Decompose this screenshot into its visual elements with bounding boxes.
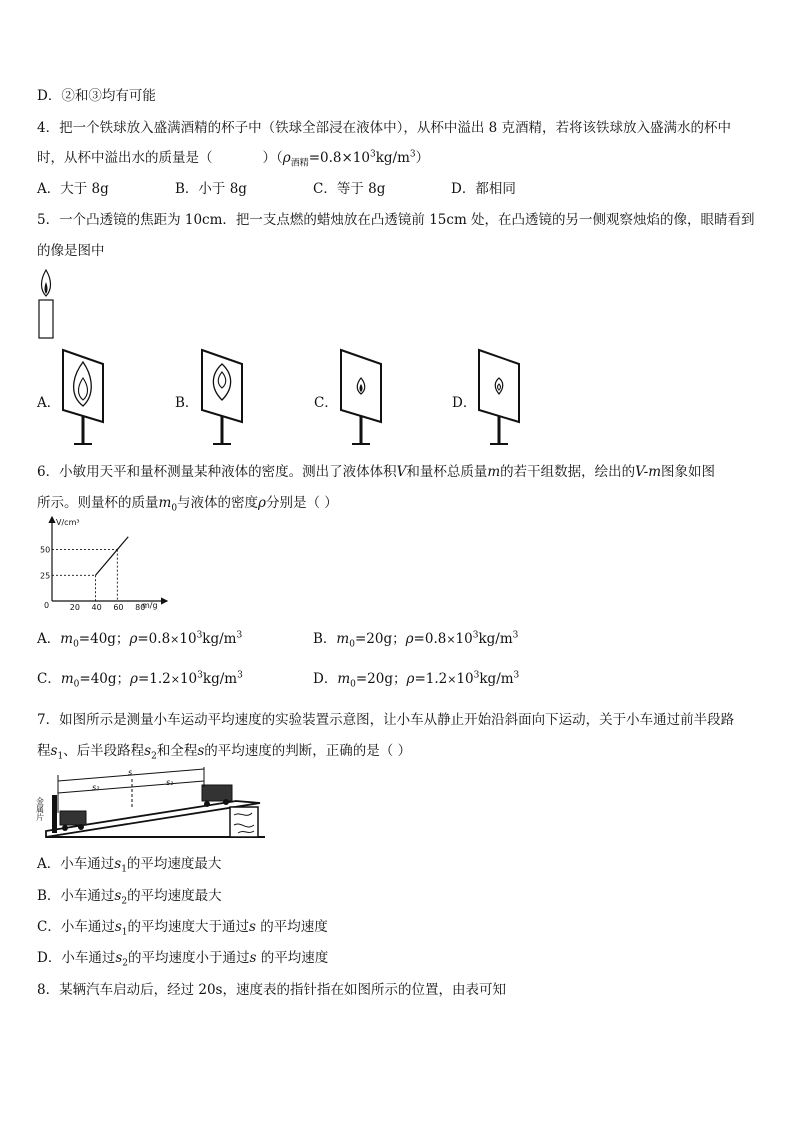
candle-figure <box>34 268 64 340</box>
x-tick-label: 40 <box>91 603 102 612</box>
q5-figure-a <box>58 350 108 446</box>
q7-stem-line2: 程$s_1$、后半段路程$s_2$和全程s的平均速度的判断，正确的是（ ） <box>37 743 412 762</box>
label-metal: 金属片 <box>35 797 45 821</box>
q5-figure-b <box>197 350 247 446</box>
q7-option-b: B．小车通过$s_2$的平均速度最大 <box>37 888 222 907</box>
x-tick-label: 80 <box>135 603 146 612</box>
q5-stem-line1: 5．一个凸透镜的焦距为 10cm．把一支点燃的蜡烛放在凸透镜前 15cm 处，在凸透镜的另一侧观察烛焰的像，眼睛看到 <box>37 212 755 228</box>
y-axis-label: V/cm³ <box>56 518 80 527</box>
x-axis-label: m/g <box>142 601 158 610</box>
q6-stem-line2: 所示。则量杯的质量$m_0$与液体的密度ρ分别是（ ） <box>37 495 338 514</box>
q5-option-a-label: A． <box>37 395 61 411</box>
q8-stem-line1: 8．某辆汽车启动后，经过 20s，速度表的指针指在如图所示的位置，由表可知 <box>37 982 506 998</box>
q6-option-d: D．$m_0=20g$；$\rho=1.2\times 10^3kg/m^3$ <box>313 670 520 690</box>
q4-stem-line2: 时，从杯中溢出水的质量是（ ）$(\rho_{酒精}=0.8\times 10^3kg/m^3)$ <box>37 149 430 169</box>
x-tick-label: 20 <box>69 603 80 612</box>
q4-stem-line1: 4．把一个铁球放入盛满酒精的杯子中（铁球全部浸在液体中），从杯中溢出 8 克酒精，若将该铁球放入盛满水的杯中 <box>37 120 732 136</box>
q5-option-c-label: C． <box>314 395 338 411</box>
q4-option-a: A．大于 8g <box>37 181 109 197</box>
q6-stem-line1: 6．小敏用天平和量杯测量某种液体的密度。测出了液体体积V和量杯总质量m的若干组数据，绘出的V-m图象如图 <box>37 464 716 480</box>
q5-figure-d <box>474 350 524 446</box>
q4-option-c: C．等于 8g <box>313 181 386 197</box>
y-tick-label: 50 <box>40 545 51 555</box>
q4-option-b: B．小于 8g <box>175 181 247 197</box>
q4-option-d: D．都相同 <box>451 181 516 197</box>
q5-stem-line2: 的像是图中 <box>37 243 105 259</box>
q6-option-a: A．$m_0=40g$；$\rho=0.8\times 10^3kg/m^3$ <box>37 630 243 650</box>
q5-option-d-label: D． <box>452 395 477 411</box>
q7-stem-line1: 7．如图所示是测量小车运动平均速度的实验装置示意图，让小车从静止开始沿斜面向下运动，关于小车通过前半段路 <box>37 712 735 728</box>
label-s1: s₁ <box>166 778 174 787</box>
series-line <box>96 537 129 576</box>
x-tick-label: 60 <box>113 603 124 612</box>
label-s: s <box>128 768 133 777</box>
label-s2: s₂ <box>92 783 100 792</box>
incline-figure <box>35 767 270 845</box>
q3-option-d: D．②和③均有可能 <box>37 88 156 104</box>
y-tick-label: 25 <box>40 571 51 581</box>
q6-option-c: C．$m_0=40g$；$\rho=1.2\times 10^3kg/m^3$ <box>37 670 243 690</box>
q6-option-b: B．$m_0=20g$；$\rho=0.8\times 10^3kg/m^3$ <box>313 630 519 650</box>
origin-label: 0 <box>44 601 50 610</box>
q7-option-d: D．小车通过$s_2$的平均速度小于通过s 的平均速度 <box>37 950 329 969</box>
q5-figure-c <box>336 350 386 446</box>
q7-option-a: A．小车通过$s_1$的平均速度最大 <box>37 856 222 875</box>
v-m-chart <box>30 513 170 613</box>
q7-option-c: C．小车通过$s_1$的平均速度大于通过s 的平均速度 <box>37 919 328 938</box>
q5-option-b-label: B． <box>175 395 199 411</box>
